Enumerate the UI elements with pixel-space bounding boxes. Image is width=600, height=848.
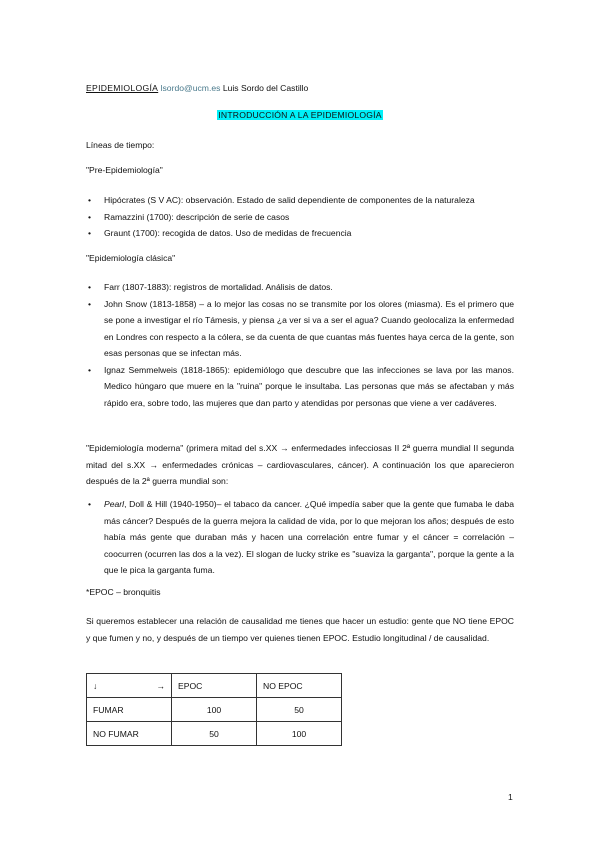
- author-email[interactable]: lsordo@ucm.es: [160, 83, 221, 93]
- title-text: INTRODUCCIÓN A LA EPIDEMIOLOGÍA: [218, 110, 382, 120]
- list-item: • Hipócrates (S V AC): observación. Estado de salid dependiente de componentes de la naturaleza: [86, 192, 514, 209]
- table-row: [87, 698, 342, 722]
- author-name: Luis Sordo del Castillo: [222, 83, 309, 93]
- column-header: NO EPOC: [257, 674, 342, 698]
- classic-heading: "Epidemiología clásica": [86, 253, 176, 263]
- page-number: 1: [508, 792, 513, 802]
- modern-list: [86, 496, 514, 579]
- item-text: , Doll & Hill (1940-1950)– el tabaco da cancer. ¿Qué impedía saber que la gente que fumaba le daba más cáncer? Después de la guerra mejora la calidad de vida, por lo que mejoran los años; después de esto había más gente que duraban más y hacen una correlación entre fumar y el cáncer = correlación – coocurren (ocurren las dos a la vez). El slogan de lucky strike es "suaviza la garganta", porque la gente a la que le pica la garganta fuma.: [104, 499, 514, 575]
- arrow-down-icon: ↓: [93, 680, 98, 691]
- cell: 100: [257, 722, 342, 746]
- table-header-row: [87, 674, 342, 698]
- page-title: [0, 110, 600, 120]
- classic-list: [86, 279, 514, 411]
- causal-paragraph: Si queremos establecer una relación de causalidad me tienes que hacer un estudio: gente que NO tiene EPOC y que fumen y no, y después de un tiempo ver quienes tienen EPOC. Estudio longitudinal / de causalidad.: [86, 616, 514, 643]
- row-label: FUMAR: [87, 698, 172, 722]
- pre-list: [86, 192, 514, 242]
- row-label: NO FUMAR: [87, 722, 172, 746]
- timelines-label: Líneas de tiempo:: [86, 140, 155, 150]
- list-item: • Graunt (1700): recogida de datos. Uso de medidas de frecuencia: [86, 225, 514, 242]
- arrow-right-icon: →: [156, 680, 165, 691]
- header-line: [86, 80, 514, 97]
- cell: 100: [172, 698, 257, 722]
- modern-paragraph: "Epidemiología moderna" (primera mitad del s.XX → enfermedades infecciosas II 2ª guerra mundial II segunda mitad del s.XX → enfermedades crónicas – cardiovasculares, cáncer). A continuación los que aparecieron después de la 2ª guerra mundial son:: [86, 443, 514, 486]
- list-item: • Ramazzini (1700): descripción de serie de casos: [86, 209, 514, 226]
- pre-heading: "Pre-Epidemiología": [86, 165, 163, 175]
- contingency-table: [86, 673, 342, 746]
- epoc-note: *EPOC – bronquitis: [86, 587, 161, 597]
- cell: 50: [257, 698, 342, 722]
- table-row: [87, 722, 342, 746]
- column-header: EPOC: [172, 674, 257, 698]
- pearl-name: Pearl: [104, 499, 125, 509]
- list-item: • Farr (1807-1883): registros de mortalidad. Análisis de datos.: [86, 279, 514, 296]
- corner-cell: [87, 674, 172, 698]
- list-item: [86, 496, 514, 579]
- list-item: • Ignaz Semmelweis (1818-1865): epidemiólogo que descubre que las infecciones se lava por las manos. Medico húngaro que muere en la "ruina" porque le insultaba. Las personas que más se afectaban y más rápido era, sobre todo, las mujeres que dan parto y atendidas por personas que viene a ver cadáveres.: [86, 362, 514, 412]
- cell: 50: [172, 722, 257, 746]
- course-name: EPIDEMIOLOGÍA: [86, 83, 159, 93]
- list-item: • John Snow (1813-1858) – a lo mejor las cosas no se transmite por los olores (miasma). Es el primero que se pone a investigar el río Támesis, y piensa ¿a ver si va a ser el agua? Cuando geolocaliza la enfermedad en Londres con respecto a la cólera, se da cuenta de que cuantas más fuentes haya cerca de la gente, son esas personas que se infectan más.: [86, 296, 514, 362]
